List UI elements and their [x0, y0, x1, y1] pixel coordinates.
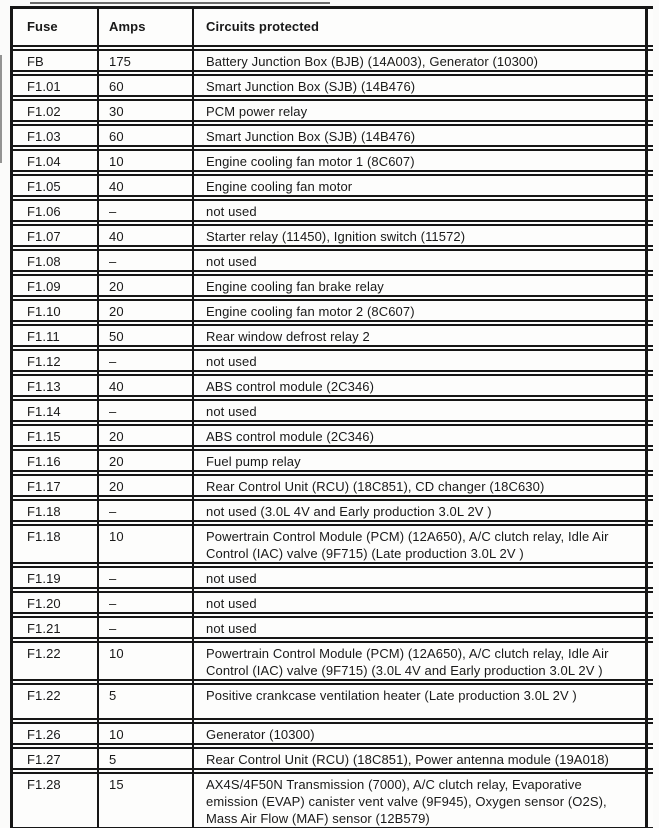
fuse-id-cell: F1.04	[27, 154, 61, 169]
column-header-circuits: Circuits protected	[206, 19, 320, 34]
scan-artifact-top-line	[30, 2, 330, 4]
fuse-id-cell: F1.02	[27, 104, 61, 119]
circuits-protected-cell: ABS control module (2C346)	[206, 379, 375, 394]
fuse-id-cell: F1.17	[27, 479, 61, 494]
amps-cell: 5	[109, 752, 117, 767]
fuse-id-cell: F1.19	[27, 571, 61, 586]
table-right-border	[645, 9, 648, 828]
amps-cell: 15	[109, 777, 124, 792]
fuse-id-cell: F1.21	[27, 621, 61, 636]
amps-cell: –	[109, 404, 117, 419]
fuse-id-cell: F1.18	[27, 504, 61, 519]
fuse-id-cell: F1.20	[27, 596, 61, 611]
fuse-id-cell: F1.08	[27, 254, 61, 269]
fuse-id-cell: F1.11	[27, 329, 60, 344]
circuits-protected-cell: Rear Control Unit (RCU) (18C851), Power antenna module (19A018)	[206, 752, 609, 767]
column-header-amps: Amps	[109, 19, 146, 34]
circuits-protected-cell: Engine cooling fan motor 1 (8C607)	[206, 154, 415, 169]
table-row	[13, 299, 653, 322]
circuits-protected-cell: Positive crankcase ventilation heater (Late production 3.0L 2V )	[206, 688, 577, 703]
table-row	[13, 324, 653, 347]
fuse-id-cell: F1.16	[27, 454, 61, 469]
circuits-protected-cell: Battery Junction Box (BJB) (14A003), Generator (10300)	[206, 54, 539, 69]
amps-cell: –	[109, 354, 117, 369]
fuse-id-cell: F1.10	[27, 304, 61, 319]
fuse-id-cell: F1.07	[27, 229, 61, 244]
table-row	[13, 199, 653, 222]
fuse-id-cell: F1.06	[27, 204, 61, 219]
circuits-protected-cell: not used	[206, 621, 257, 636]
amps-cell: 10	[109, 529, 124, 544]
amps-cell: –	[109, 596, 117, 611]
fuse-id-cell: FB	[27, 54, 44, 69]
amps-cell: 20	[109, 429, 124, 444]
fuse-id-cell: F1.26	[27, 727, 61, 742]
column-divider-amps-circuits	[192, 9, 194, 828]
table-row	[13, 474, 653, 497]
table-row	[13, 524, 653, 564]
amps-cell: 20	[109, 304, 124, 319]
circuits-protected-cell: Engine cooling fan motor	[206, 179, 353, 194]
circuits-protected-cell: Engine cooling fan brake relay	[206, 279, 384, 294]
table-row	[13, 374, 653, 397]
amps-cell: 50	[109, 329, 124, 344]
amps-cell: 20	[109, 479, 124, 494]
table-row	[13, 641, 653, 681]
circuits-protected-cell: not used	[206, 354, 257, 369]
scan-artifact-left-smudge	[0, 55, 2, 163]
amps-cell: –	[109, 254, 117, 269]
amps-cell: 30	[109, 104, 124, 119]
circuits-protected-cell: Rear Control Unit (RCU) (18C851), CD changer (18C630)	[206, 479, 545, 494]
fuse-id-cell: F1.01	[27, 79, 61, 94]
fuse-id-cell: F1.15	[27, 429, 61, 444]
table-row	[13, 224, 653, 247]
amps-cell: 175	[109, 54, 131, 69]
table-row	[13, 591, 653, 614]
table-row	[13, 249, 653, 272]
circuits-protected-cell: Smart Junction Box (SJB) (14B476)	[206, 129, 416, 144]
fuse-table	[10, 6, 653, 828]
amps-cell: 40	[109, 229, 124, 244]
circuits-protected-cell: Rear window defrost relay 2	[206, 329, 370, 344]
table-row	[13, 449, 653, 472]
fuse-id-cell: F1.14	[27, 404, 61, 419]
circuits-protected-cell: AX4S/4F50N Transmission (7000), A/C clutch relay, Evaporative emission (EVAP) canister vent valve (9F945), Oxygen sensor (O2S), Mass Air Flow (MAF) sensor (12B579)	[206, 777, 607, 826]
amps-cell: –	[109, 621, 117, 636]
table-header-row	[13, 9, 653, 47]
circuits-protected-cell: not used (3.0L 4V and Early production 3.0L 2V )	[206, 504, 492, 519]
circuits-protected-cell: PCM power relay	[206, 104, 308, 119]
table-row	[13, 174, 653, 197]
table-row	[13, 722, 653, 745]
table-row	[13, 124, 653, 147]
amps-cell: 5	[109, 688, 117, 703]
fuse-id-cell: F1.22	[27, 688, 61, 703]
amps-cell: 10	[109, 154, 124, 169]
fuse-id-cell: F1.28	[27, 777, 61, 792]
amps-cell: 10	[109, 646, 124, 661]
amps-cell: 60	[109, 129, 124, 144]
amps-cell: 40	[109, 179, 124, 194]
table-row	[13, 772, 653, 828]
amps-cell: –	[109, 204, 117, 219]
fuse-id-cell: F1.18	[27, 529, 61, 544]
circuits-protected-cell: not used	[206, 254, 257, 269]
fuse-id-cell: F1.22	[27, 646, 61, 661]
amps-cell: 20	[109, 454, 124, 469]
table-row	[13, 683, 653, 720]
circuits-protected-cell: Powertrain Control Module (PCM) (12A650), A/C clutch relay, Idle Air Control (IAC) valve (9F715) (3.0L 4V and Early production 3.0L 2V )	[206, 646, 609, 678]
circuits-protected-cell: Powertrain Control Module (PCM) (12A650), A/C clutch relay, Idle Air Control (IAC) valve (9F715) (Late production 3.0L 2V )	[206, 529, 609, 561]
circuits-protected-cell: not used	[206, 204, 257, 219]
fuse-id-cell: F1.27	[27, 752, 61, 767]
table-row	[13, 49, 653, 72]
column-header-fuse: Fuse	[27, 19, 58, 34]
table-row	[13, 74, 653, 97]
table-row	[13, 99, 653, 122]
fuse-id-cell: F1.05	[27, 179, 61, 194]
circuits-protected-cell: ABS control module (2C346)	[206, 429, 375, 444]
amps-cell: 20	[109, 279, 124, 294]
amps-cell: 40	[109, 379, 124, 394]
circuits-protected-cell: Generator (10300)	[206, 727, 315, 742]
table-row	[13, 499, 653, 522]
table-row	[13, 399, 653, 422]
circuits-protected-cell: Fuel pump relay	[206, 454, 301, 469]
circuits-protected-cell: not used	[206, 596, 257, 611]
fuse-table-body	[13, 49, 653, 828]
fuse-id-cell: F1.03	[27, 129, 61, 144]
circuits-protected-cell: not used	[206, 404, 257, 419]
column-divider-fuse-amps	[97, 9, 99, 828]
amps-cell: –	[109, 504, 117, 519]
amps-cell: –	[109, 571, 117, 586]
fuse-id-cell: F1.09	[27, 279, 61, 294]
table-row	[13, 274, 653, 297]
table-row	[13, 149, 653, 172]
circuits-protected-cell: Starter relay (11450), Ignition switch (11572)	[206, 229, 466, 244]
table-row	[13, 747, 653, 770]
fuse-id-cell: F1.13	[27, 379, 61, 394]
table-row	[13, 349, 653, 372]
amps-cell: 10	[109, 727, 124, 742]
table-row	[13, 616, 653, 639]
fuse-id-cell: F1.12	[27, 354, 61, 369]
table-row	[13, 424, 653, 447]
table-row	[13, 566, 653, 589]
circuits-protected-cell: not used	[206, 571, 257, 586]
amps-cell: 60	[109, 79, 124, 94]
circuits-protected-cell: Smart Junction Box (SJB) (14B476)	[206, 79, 416, 94]
circuits-protected-cell: Engine cooling fan motor 2 (8C607)	[206, 304, 415, 319]
